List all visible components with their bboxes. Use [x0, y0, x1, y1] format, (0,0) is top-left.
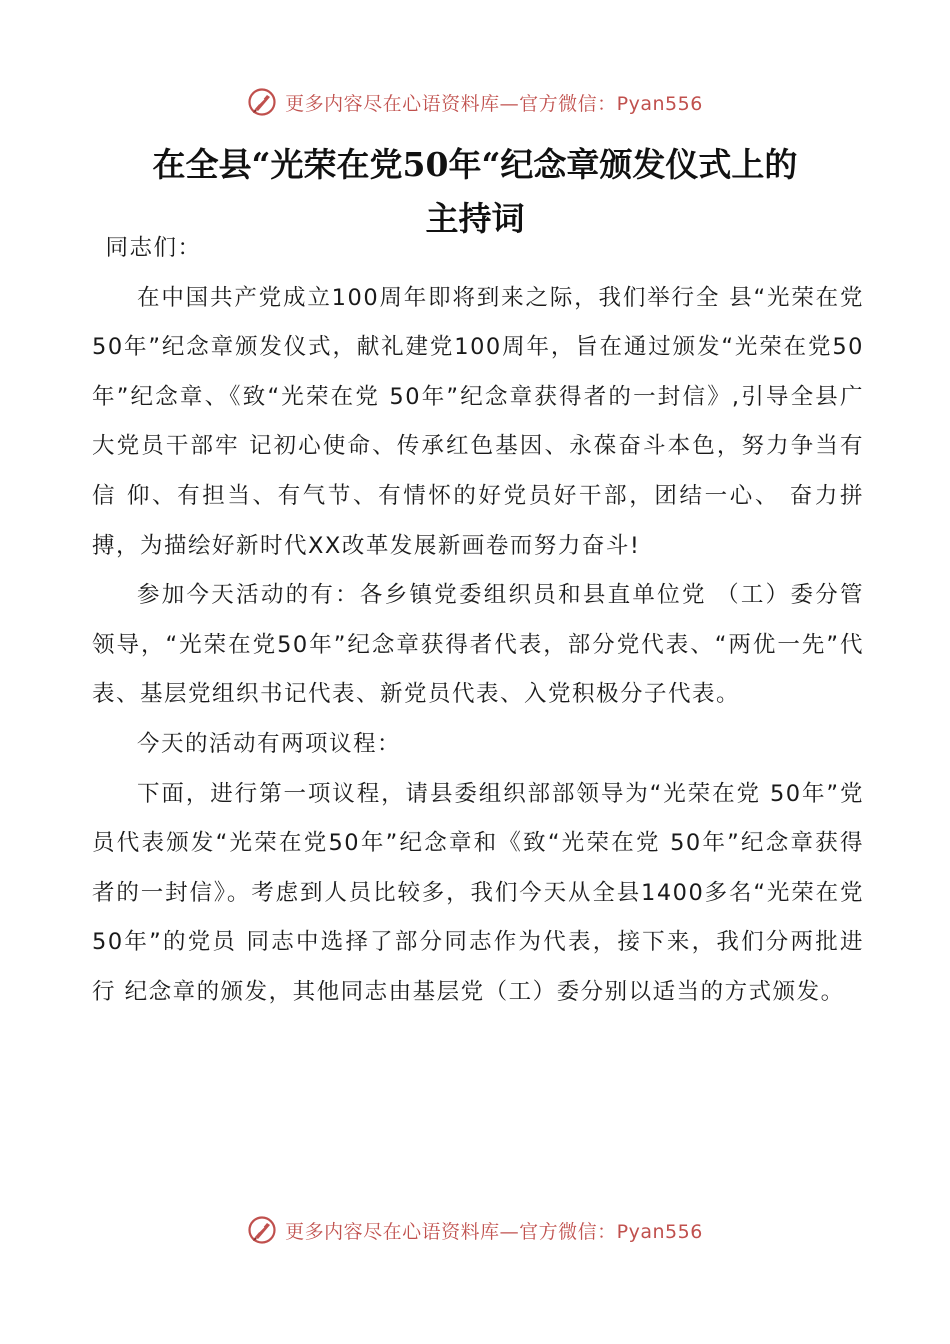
- watermark-footer: [0, 1210, 950, 1250]
- title-line-1: 在全县“光荣在党50年“纪念章颁发仪式上的: [152, 145, 798, 184]
- quill-pen-icon: [247, 87, 277, 117]
- quill-pen-icon: [247, 1215, 277, 1245]
- paragraph-attendees: 参加今天活动的有：各乡镇党委组织员和县直单位党 （工）委分管领导，“光荣在党50年”纪念章获得者代表，部分党代表、“两优一先”代表、基层党组织书记代表、新党员代表、入党积极分子代表。: [92, 582, 864, 708]
- paragraph-intro: 在中国共产党成立100周年即将到来之际，我们举行全 县“光荣在党50年”纪念章颁发仪式，献礼建党100周年，旨在通过颁发“光荣在党50年”纪念章、《致“光荣在党 50年”纪念章获得者的一封信》,引导全县广大党员干部牢 记初心使命、传承红色基因、永葆奋斗本色，努力争当有信 仰、有担当、有气节、有情怀的好党员好干部，团结一心、 奋力拼搏，为描绘好新时代XX改革发展新画卷而努力奋斗!: [92, 284, 864, 559]
- greeting: 同志们：: [105, 235, 202, 261]
- title-line-2: 主持词: [425, 199, 525, 238]
- watermark-wechat-id: Pyan556: [616, 92, 703, 115]
- document-body: [92, 224, 864, 1018]
- paragraph-first-item: 下面，进行第一项议程，请县委组织部部领导为“光荣在党 50年”党员代表颁发“光荣在党50年”纪念章和《致“光荣在党 50年”纪念章获得者的一封信》。考虑到人员比较多，我们今天从全县1400多名“光荣在党50年”的党员 同志中选择了部分同志作为代表，接下来，我们分两批进行 纪念章的颁发，其他同志由基层党（工）委分别以适当的方式颁发。: [92, 780, 864, 1005]
- paragraph-agenda: 今天的活动有两项议程：: [137, 730, 402, 757]
- watermark-wechat-id: Pyan556: [616, 1220, 703, 1243]
- watermark-text: 更多内容尽在心语资料库—官方微信：Pyan556: [285, 92, 703, 115]
- watermark-header: [0, 82, 950, 122]
- watermark-text: 更多内容尽在心语资料库—官方微信：Pyan556: [285, 1220, 703, 1243]
